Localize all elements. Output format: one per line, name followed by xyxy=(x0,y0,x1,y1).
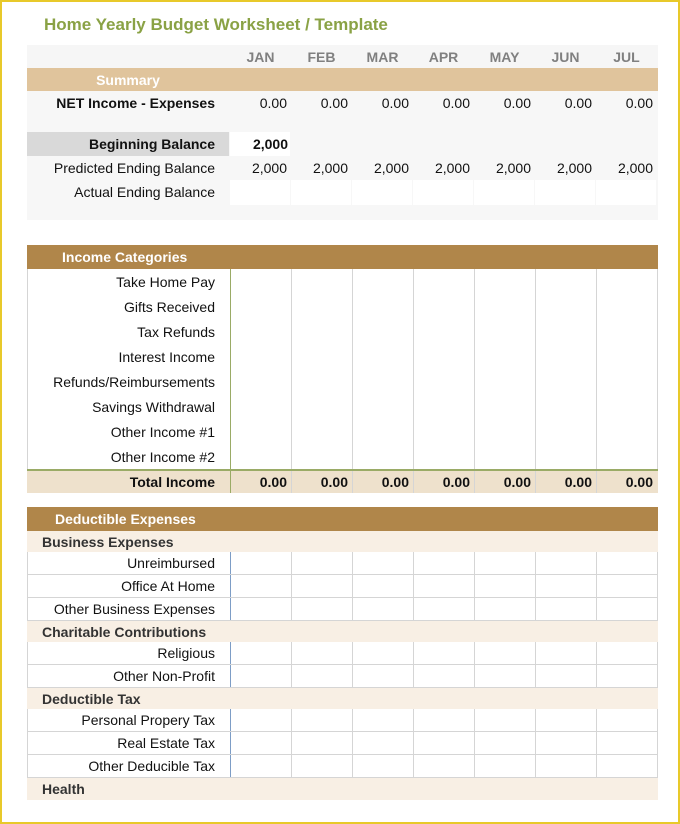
entry-cell-may[interactable] xyxy=(475,344,535,369)
table-row xyxy=(27,709,658,732)
entry-cell-may[interactable] xyxy=(475,755,535,777)
net-income-value-apr[interactable]: 0.00 xyxy=(442,95,470,111)
beginning-balance-label-cell xyxy=(27,132,229,156)
entry-cell-feb[interactable] xyxy=(292,344,352,369)
income-row-label: Interest Income xyxy=(118,349,215,365)
entry-cell-jan[interactable] xyxy=(231,294,291,319)
entry-cell-may[interactable] xyxy=(475,269,535,294)
entry-cell-jan[interactable] xyxy=(231,444,291,469)
entry-cell-feb[interactable] xyxy=(292,642,352,664)
income-row-label: Take Home Pay xyxy=(116,274,215,290)
entry-cell-mar[interactable] xyxy=(353,394,413,419)
expense-group-title: Health xyxy=(42,781,85,797)
entry-cell-jan[interactable] xyxy=(231,598,291,620)
entry-cell-mar[interactable] xyxy=(353,598,413,620)
income-row-label: Tax Refunds xyxy=(137,324,215,340)
cell-border xyxy=(657,419,658,444)
entry-cell-mar[interactable] xyxy=(353,665,413,687)
entry-cell-feb[interactable] xyxy=(292,755,352,777)
net-income-row xyxy=(27,95,658,115)
expense-group-title: Business Expenses xyxy=(42,534,174,550)
month-header-mar: MAR xyxy=(366,49,399,65)
entry-cell-jul[interactable] xyxy=(597,552,657,574)
predicted-ending-label: Predicted Ending Balance xyxy=(53,160,215,176)
entry-cell-jul[interactable] xyxy=(597,344,657,369)
income-row-label: Other Income #1 xyxy=(110,424,215,440)
entry-cell-apr[interactable] xyxy=(414,709,474,731)
entry-cell-apr[interactable] xyxy=(414,344,474,369)
entry-cell-jun[interactable] xyxy=(536,444,596,469)
entry-cell-apr[interactable] xyxy=(414,269,474,294)
actual-ending-row xyxy=(27,184,658,204)
month-header-may: MAY xyxy=(489,49,520,65)
beginning-balance-label: Beginning Balance xyxy=(88,136,215,152)
entry-cell-mar[interactable] xyxy=(353,369,413,394)
entry-cell-may[interactable] xyxy=(475,665,535,687)
cell-border xyxy=(657,709,658,731)
table-row xyxy=(27,444,658,470)
entry-cell-jun[interactable] xyxy=(536,552,596,574)
entry-cell-jun[interactable] xyxy=(536,319,596,344)
entry-cell-may[interactable] xyxy=(475,575,535,597)
predicted-ending-value-may[interactable]: 2,000 xyxy=(495,160,531,176)
entry-cell-apr[interactable] xyxy=(414,575,474,597)
entry-cell-mar[interactable] xyxy=(353,732,413,754)
table-row xyxy=(27,755,658,778)
entry-cell-jun[interactable] xyxy=(536,294,596,319)
net-income-value-jun[interactable]: 0.00 xyxy=(564,95,592,111)
total-income-value-jan[interactable]: 0.00 xyxy=(259,474,287,490)
entry-cell-jul[interactable] xyxy=(597,294,657,319)
entry-cell-feb[interactable] xyxy=(292,294,352,319)
actual-ending-label: Actual Ending Balance xyxy=(74,184,215,200)
expense-row-label: Other Business Expenses xyxy=(53,601,215,617)
expense-group-header xyxy=(27,531,658,553)
entry-cell-jul[interactable] xyxy=(597,642,657,664)
entry-cell-apr[interactable] xyxy=(414,369,474,394)
entry-cell-may[interactable] xyxy=(475,552,535,574)
total-income-value-may[interactable]: 0.00 xyxy=(503,474,531,490)
entry-cell-feb[interactable] xyxy=(292,369,352,394)
total-income-label: Total Income xyxy=(129,474,215,490)
entry-cell-apr[interactable] xyxy=(414,444,474,469)
income-categories-header xyxy=(27,245,658,269)
entry-cell-apr[interactable] xyxy=(414,319,474,344)
entry-cell-feb[interactable] xyxy=(292,552,352,574)
table-row xyxy=(27,732,658,755)
entry-cell-apr[interactable] xyxy=(414,732,474,754)
entry-cell-mar[interactable] xyxy=(353,269,413,294)
cell-border xyxy=(657,344,658,369)
net-income-value-feb[interactable]: 0.00 xyxy=(320,95,348,111)
entry-cell-jan[interactable] xyxy=(231,709,291,731)
entry-cell-jan[interactable] xyxy=(231,642,291,664)
entry-cell-jun[interactable] xyxy=(536,369,596,394)
net-income-label: NET Income - Expenses xyxy=(56,95,215,111)
expense-group-title: Charitable Contributions xyxy=(42,624,207,640)
entry-cell-jul[interactable] xyxy=(597,269,657,294)
entry-cell-jan[interactable] xyxy=(231,344,291,369)
cell-border xyxy=(657,598,658,620)
entry-cell-apr[interactable] xyxy=(414,294,474,319)
entry-cell-mar[interactable] xyxy=(353,709,413,731)
entry-cell-feb[interactable] xyxy=(292,598,352,620)
entry-cell-apr[interactable] xyxy=(414,755,474,777)
entry-cell-may[interactable] xyxy=(475,394,535,419)
predicted-ending-value-apr[interactable]: 2,000 xyxy=(434,160,470,176)
beginning-balance-cell[interactable] xyxy=(230,132,290,156)
cell-border xyxy=(657,755,658,777)
table-row xyxy=(27,394,658,420)
cell-border xyxy=(657,552,658,574)
income-row-label: Refunds/Reimbursements xyxy=(53,374,215,390)
entry-cell-apr[interactable] xyxy=(414,552,474,574)
entry-cell-jun[interactable] xyxy=(536,755,596,777)
entry-cell-mar[interactable] xyxy=(353,755,413,777)
entry-cell-jun[interactable] xyxy=(536,344,596,369)
total-income-row xyxy=(27,469,658,493)
entry-cell-jun[interactable] xyxy=(536,575,596,597)
entry-cell-jun[interactable] xyxy=(536,665,596,687)
entry-cell-feb[interactable] xyxy=(292,319,352,344)
table-row xyxy=(27,598,658,621)
total-income-value-feb[interactable]: 0.00 xyxy=(320,474,348,490)
entry-cell-jan[interactable] xyxy=(231,269,291,294)
entry-cell-jul[interactable] xyxy=(597,319,657,344)
entry-cell-jan[interactable] xyxy=(231,394,291,419)
entry-cell-jun[interactable] xyxy=(536,709,596,731)
entry-cell-apr[interactable] xyxy=(414,598,474,620)
cell-border xyxy=(657,369,658,394)
cell-border xyxy=(657,444,658,469)
net-income-value-jan[interactable]: 0.00 xyxy=(259,95,287,111)
expense-group-title: Deductible Tax xyxy=(42,691,141,707)
summary-header xyxy=(27,68,658,91)
predicted-ending-value-jan[interactable]: 2,000 xyxy=(251,160,287,176)
table-row xyxy=(27,575,658,598)
entry-cell-may[interactable] xyxy=(475,369,535,394)
expense-group-header xyxy=(27,621,658,643)
cell-border xyxy=(657,319,658,344)
entry-cell-jan[interactable] xyxy=(231,665,291,687)
entry-cell-mar[interactable] xyxy=(353,319,413,344)
entry-cell-jul[interactable] xyxy=(597,755,657,777)
cell-border xyxy=(657,665,658,687)
expense-row-label: Other Deducible Tax xyxy=(88,758,215,774)
table-row xyxy=(27,552,658,575)
entry-cell-may[interactable] xyxy=(475,294,535,319)
entry-cell-jul[interactable] xyxy=(597,444,657,469)
table-row xyxy=(27,369,658,395)
entry-cell-jan[interactable] xyxy=(231,552,291,574)
net-income-value-mar[interactable]: 0.00 xyxy=(381,95,409,111)
cell-border xyxy=(657,269,658,294)
net-income-value-may[interactable]: 0.00 xyxy=(503,95,531,111)
entry-cell-jun[interactable] xyxy=(536,419,596,444)
entry-cell-jul[interactable] xyxy=(597,709,657,731)
entry-cell-jan[interactable] xyxy=(231,755,291,777)
entry-cell-may[interactable] xyxy=(475,732,535,754)
table-row xyxy=(27,344,658,370)
entry-cell-may[interactable] xyxy=(475,598,535,620)
month-header-jan: JAN xyxy=(246,49,275,65)
table-row xyxy=(27,419,658,445)
entry-cell-jul[interactable] xyxy=(597,369,657,394)
entry-cell-jun[interactable] xyxy=(536,732,596,754)
entry-cell-feb[interactable] xyxy=(292,575,352,597)
table-row xyxy=(27,319,658,345)
entry-cell-jun[interactable] xyxy=(536,394,596,419)
total-income-value-jun[interactable]: 0.00 xyxy=(564,474,592,490)
entry-cell-feb[interactable] xyxy=(292,419,352,444)
expense-row-label: Other Non-Profit xyxy=(113,668,215,684)
deductible-expenses-header xyxy=(27,507,658,531)
expense-group-header xyxy=(27,778,658,800)
entry-cell-jan[interactable] xyxy=(231,575,291,597)
entry-cell-mar[interactable] xyxy=(353,575,413,597)
entry-cell-apr[interactable] xyxy=(414,394,474,419)
entry-cell-mar[interactable] xyxy=(353,344,413,369)
total-income-value-jul[interactable]: 0.00 xyxy=(625,474,653,490)
entry-cell-jul[interactable] xyxy=(597,394,657,419)
entry-cell-jul[interactable] xyxy=(597,732,657,754)
month-header-apr: APR xyxy=(428,49,459,65)
predicted-ending-value-mar[interactable]: 2,000 xyxy=(373,160,409,176)
page-title: Home Yearly Budget Worksheet / Template xyxy=(44,15,388,34)
entry-cell-may[interactable] xyxy=(475,444,535,469)
entry-cell-may[interactable] xyxy=(475,642,535,664)
entry-cell-jul[interactable] xyxy=(597,665,657,687)
month-header-feb: FEB xyxy=(307,49,336,65)
entry-cell-may[interactable] xyxy=(475,709,535,731)
entry-cell-jun[interactable] xyxy=(536,598,596,620)
beginning-balance-value: 2,000 xyxy=(252,136,288,152)
cell-border xyxy=(657,732,658,754)
entry-cell-apr[interactable] xyxy=(414,419,474,444)
cell-border xyxy=(657,394,658,419)
predicted-ending-value-feb[interactable]: 2,000 xyxy=(312,160,348,176)
entry-cell-may[interactable] xyxy=(475,419,535,444)
deductible-expenses-label: Deductible Expenses xyxy=(55,511,196,527)
entry-cell-jan[interactable] xyxy=(231,319,291,344)
predicted-ending-value-jun[interactable]: 2,000 xyxy=(556,160,592,176)
cell-border xyxy=(657,575,658,597)
table-row xyxy=(27,665,658,688)
table-row xyxy=(27,269,658,295)
entry-cell-mar[interactable] xyxy=(353,642,413,664)
entry-cell-mar[interactable] xyxy=(353,444,413,469)
expense-row-label: Personal Propery Tax xyxy=(81,712,215,728)
summary-header-label: Summary xyxy=(96,72,160,88)
total-income-value-mar[interactable]: 0.00 xyxy=(381,474,409,490)
entry-cell-jul[interactable] xyxy=(597,575,657,597)
net-income-value-jul[interactable]: 0.00 xyxy=(625,95,653,111)
total-income-value-apr[interactable]: 0.00 xyxy=(442,474,470,490)
table-row xyxy=(27,294,658,320)
expense-row-label: Office At Home xyxy=(121,578,215,594)
expense-row-label: Real Estate Tax xyxy=(117,735,215,751)
month-header-jul: JUL xyxy=(613,49,640,65)
table-row xyxy=(27,642,658,665)
expense-row-label: Religious xyxy=(157,645,215,661)
entry-cell-jan[interactable] xyxy=(231,369,291,394)
entry-cell-feb[interactable] xyxy=(292,394,352,419)
entry-cell-mar[interactable] xyxy=(353,419,413,444)
entry-cell-jan[interactable] xyxy=(231,732,291,754)
entry-cell-mar[interactable] xyxy=(353,552,413,574)
entry-cell-feb[interactable] xyxy=(292,665,352,687)
predicted-ending-row xyxy=(27,160,658,180)
entry-cell-jul[interactable] xyxy=(597,419,657,444)
entry-cell-feb[interactable] xyxy=(292,732,352,754)
cell-border xyxy=(657,642,658,664)
entry-cell-jun[interactable] xyxy=(536,642,596,664)
entry-cell-feb[interactable] xyxy=(292,709,352,731)
predicted-ending-value-jul[interactable]: 2,000 xyxy=(617,160,653,176)
expense-group-header xyxy=(27,688,658,710)
entry-cell-jun[interactable] xyxy=(536,269,596,294)
entry-cell-apr[interactable] xyxy=(414,665,474,687)
entry-cell-feb[interactable] xyxy=(292,444,352,469)
income-row-label: Gifts Received xyxy=(123,299,215,315)
entry-cell-jan[interactable] xyxy=(231,419,291,444)
income-row-label: Savings Withdrawal xyxy=(92,399,215,415)
income-row-label: Other Income #2 xyxy=(110,449,215,465)
entry-cell-feb[interactable] xyxy=(292,269,352,294)
entry-cell-apr[interactable] xyxy=(414,642,474,664)
month-header-jun: JUN xyxy=(551,49,580,65)
expense-row-label: Unreimbursed xyxy=(127,555,215,571)
entry-cell-jul[interactable] xyxy=(597,598,657,620)
month-header-row xyxy=(27,45,658,70)
cell-border xyxy=(657,294,658,319)
income-categories-label: Income Categories xyxy=(62,249,188,265)
entry-cell-mar[interactable] xyxy=(353,294,413,319)
entry-cell-may[interactable] xyxy=(475,319,535,344)
